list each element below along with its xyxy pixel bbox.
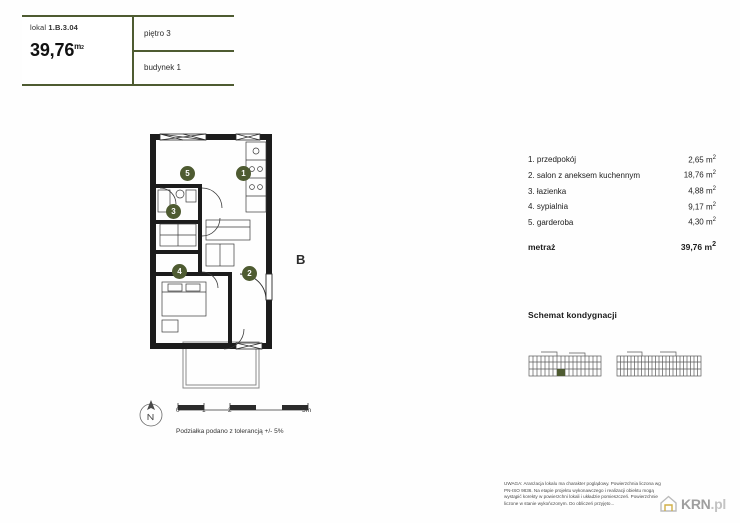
room-area: 9,17 $m^2$ [688,201,716,212]
table-row [528,183,716,199]
room-label: przedpokój [536,155,577,165]
table-row [528,199,716,215]
room-area: 18,76 $m^2$ [683,170,716,180]
lokal-label: lokal [30,23,47,32]
building-diagram-2 [616,350,702,382]
unit-location [134,17,234,84]
scale-label: 2 [228,407,232,414]
scale-bar [176,398,316,417]
header-bottom-rule [22,84,234,86]
scale-label: 0 [176,407,180,414]
table-row [528,215,716,231]
unit-area-value: 39,76 [30,40,75,60]
unit-code-line [30,23,124,32]
watermark-suffix: .pl [710,495,726,512]
room-number: 5. [528,217,535,227]
room-label: garderoba [536,217,574,227]
building-diagrams [528,350,702,382]
room-area: 2,65 $m^2$ [688,154,716,165]
room-name [528,203,568,212]
room-area: 4,88 $m^2$ [688,185,716,196]
room-area: 4,30 $m^2$ [688,217,716,227]
total-label: metraż [528,242,556,253]
watermark [659,494,726,513]
building-label: budynek 1 [144,63,181,73]
room-number: 3. [528,186,535,196]
unit-area-unit: m2 [74,42,84,51]
room-marker-1: 1 [236,166,251,181]
table-row [528,168,716,184]
watermark-text [681,496,726,512]
entrance-letter: B [296,252,306,267]
room-label: salon z aneksem kuchennym [536,170,641,180]
total-area: 39,76 $m^2$ [680,240,716,253]
floorplan-drawing [136,124,316,389]
room-label: sypialnia [536,202,569,212]
room-name [528,188,566,197]
floor-cell [134,17,234,52]
compass-icon [134,396,168,430]
room-number: 4. [528,202,535,212]
scale-labels [176,407,316,417]
room-label: łazienka [536,186,567,196]
unit-area [30,40,124,61]
room-name [528,156,576,165]
scale-label: 5m [302,407,312,414]
scale-ticks [176,398,316,407]
section-title-schemat: Schemat kondygnacji [528,310,618,320]
room-name [528,219,573,228]
building-diagram-1 [528,350,602,382]
room-marker-5: 5 [180,166,195,181]
table-row [528,152,716,168]
watermark-name: KRN [681,495,711,512]
room-schedule [528,152,716,252]
scale-label: 1 [202,407,206,414]
lokal-code: 1.B.3.04 [48,23,78,32]
room-number: 2. [528,170,535,180]
room-number: 1. [528,155,535,165]
total-row [528,230,716,252]
unit-summary [22,17,134,84]
building-cell [134,52,234,85]
room-marker-4: 4 [172,264,187,279]
unit-info-block [22,17,234,84]
room-marker-3: 3 [166,204,181,219]
room-name [528,172,640,181]
room-marker-2: 2 [242,266,257,281]
floor-label: piętro 3 [144,28,171,38]
scale-note: Podziałka podano z tolerancją +/- 5% [176,428,284,435]
disclaimer-note: UWAGA: Aranżacja lokalu ma charakter poglądowy. Powierzchnia liczona wg PN-ISO 9836. Na etapie projektu wykonawczego i realizacji obiektu mogą wystąpić korekty w powierzchni lokali i układzie pomieszczeń. Powierzchnie liczone w stanie wykończonym. Do obliczeń przyjęto... [504,481,661,506]
house-icon [659,494,678,513]
